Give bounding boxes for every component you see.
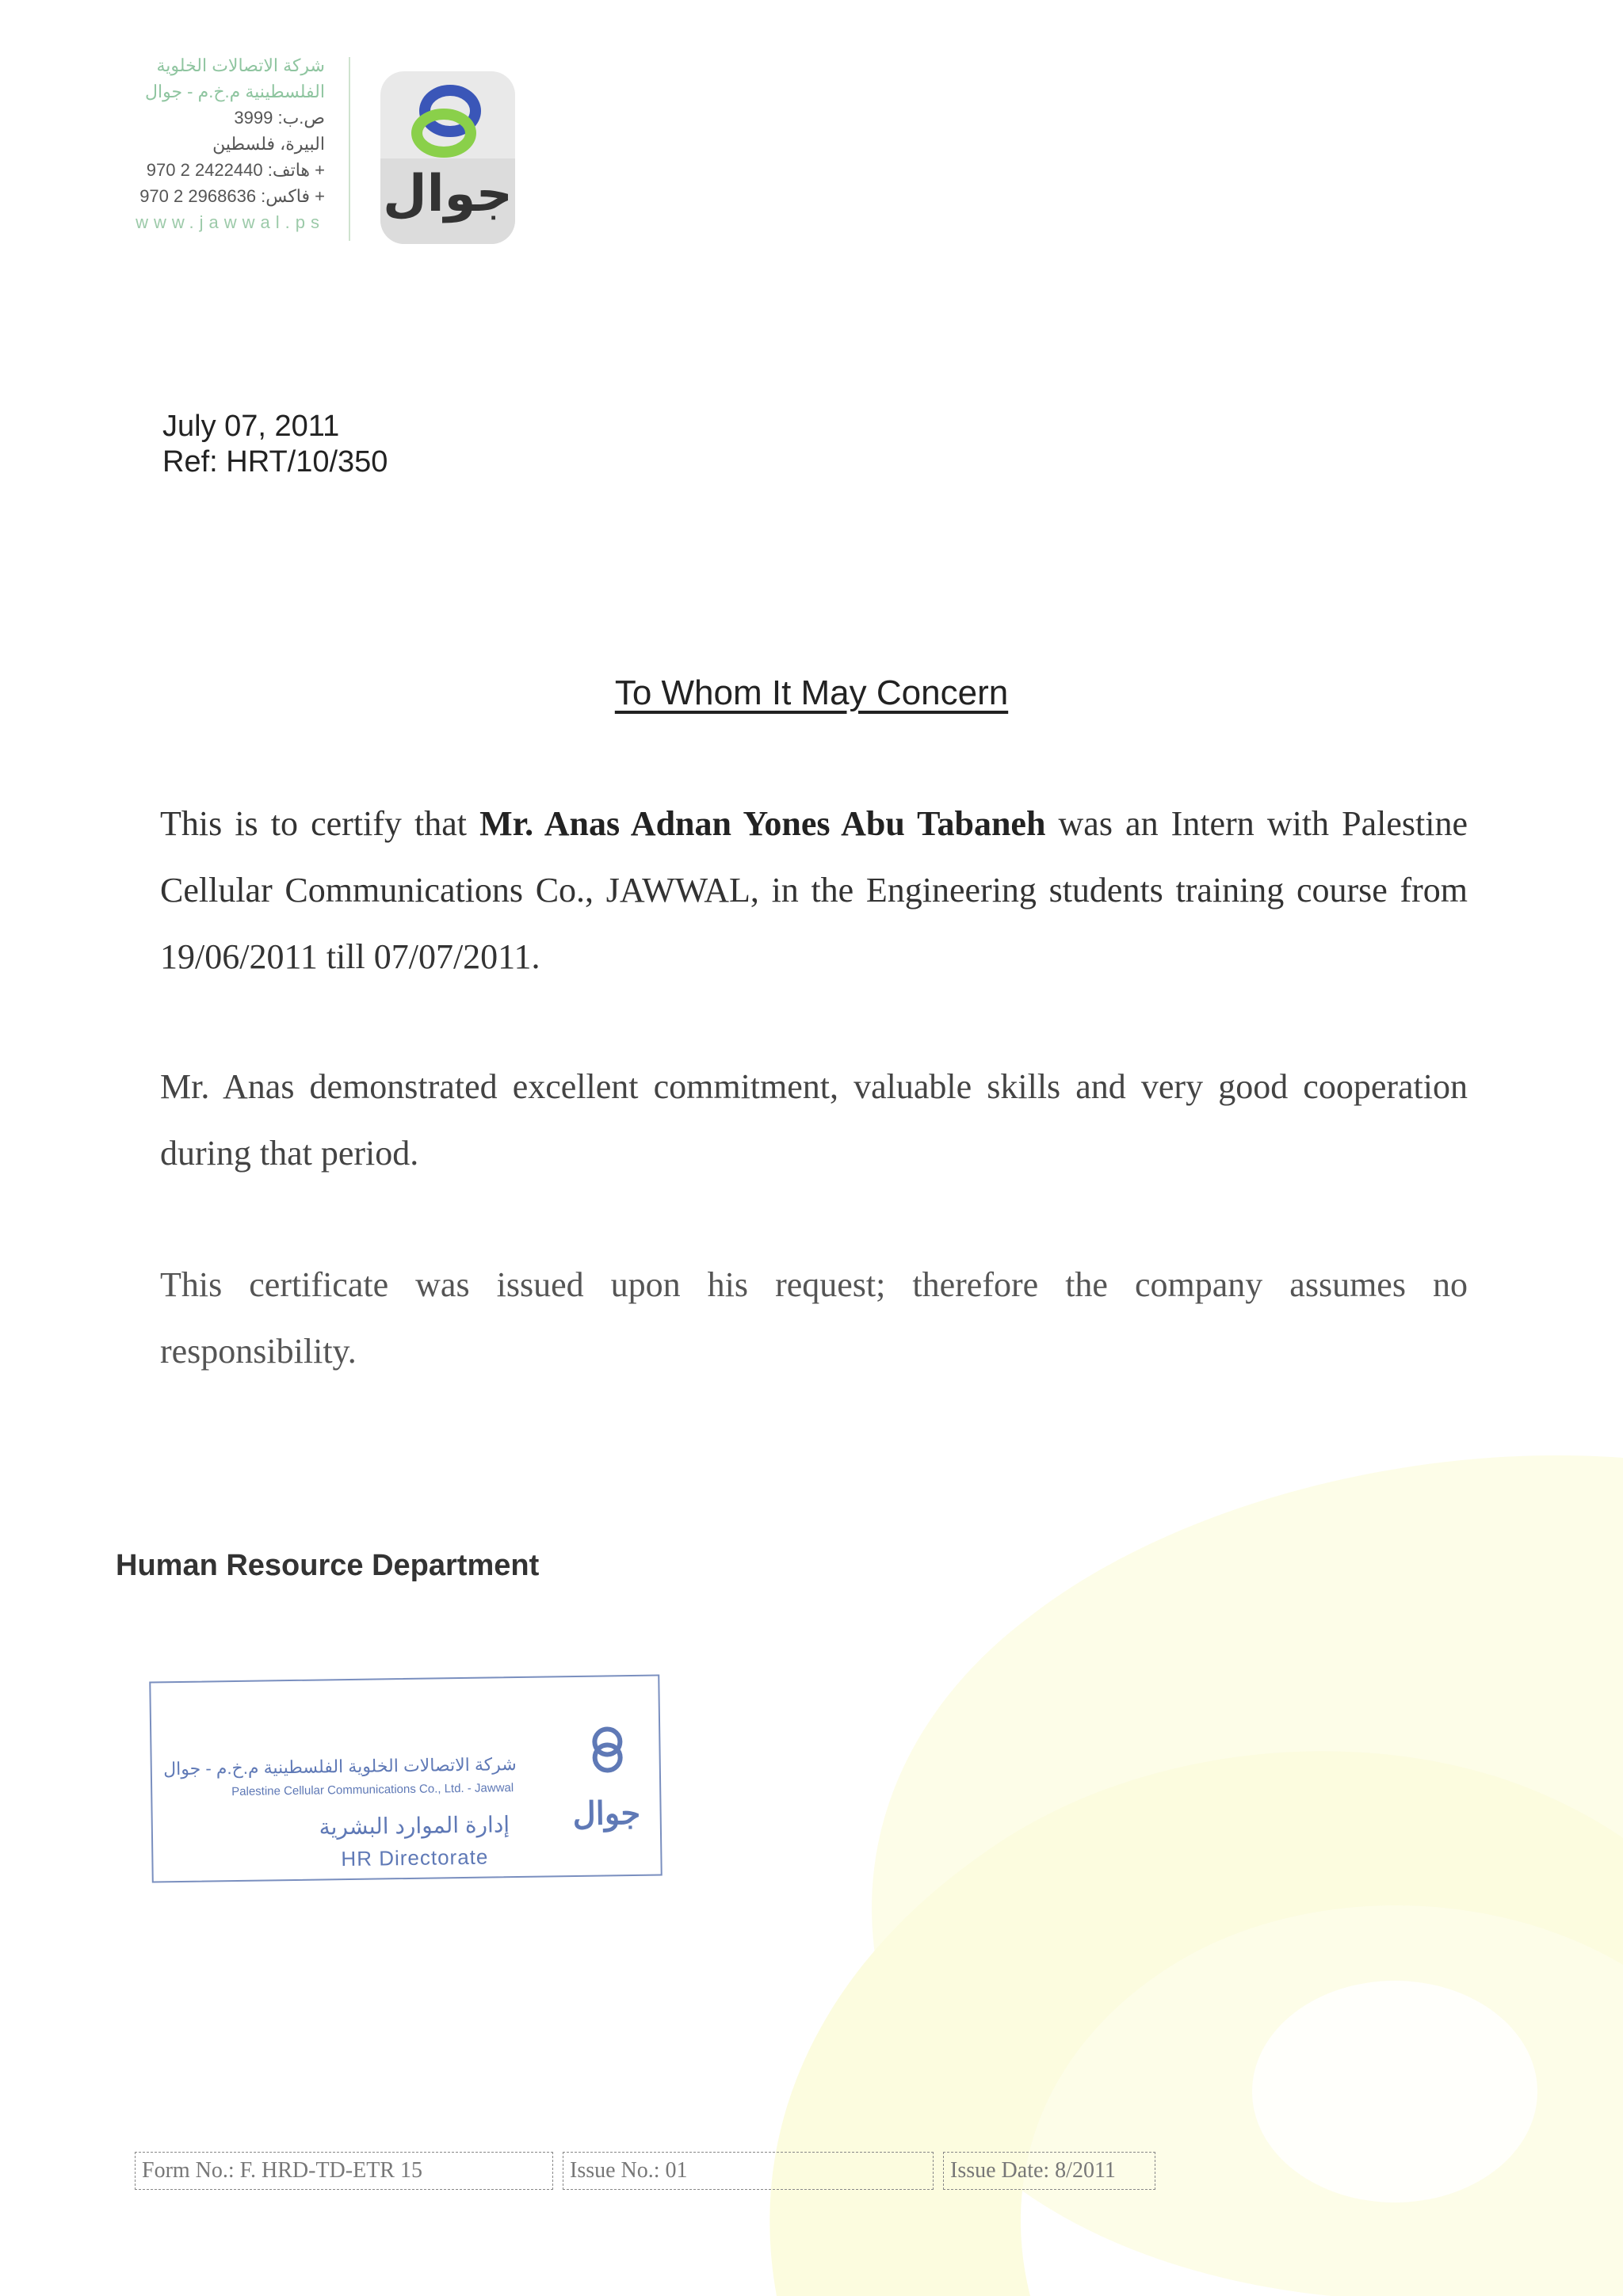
logo-word: جوال [383,165,513,223]
hr-stamp [149,1675,662,1883]
department-signature: Human Resource Department [116,1549,540,1582]
intern-name: Mr. Anas Adnan Yones Abu Tabaneh [479,804,1046,843]
stamp-arabic-dept: إدارة الموارد البشرية [319,1812,510,1840]
po-box-line: ص.ب: 3999 [234,108,325,128]
letter-date: July 07, 2011 [162,410,340,443]
phone-line: هاتف: 2422440 2 970 + [146,160,325,180]
fax-line: فاكس: 2968636 2 970 + [139,186,325,206]
header-divider [349,57,350,241]
paragraph-3: This certificate was issued upon his request; therefore the company assumes no responsibility. [160,1265,1468,1371]
stamp-arabic-company: شركة الاتصالات الخلوية الفلسطينية م.خ.م - جوال [163,1754,517,1779]
p1-rest: was an Intern with Palestine Cellular Communications Co., JAWWAL, in the Engineering students training course from 19/06/2011 till 07/07/2011. [160,804,1468,976]
jawwal-logo [380,71,515,244]
company-name-line-1: شركة الاتصالات الخلوية [156,55,325,75]
issue-date: Issue Date: 8/2011 [943,2152,1155,2190]
website-line: www.jawwal.ps [136,212,325,232]
paragraph-1 [160,791,1468,990]
stamp-logo-word: جوال [572,1795,641,1833]
issue-number: Issue No.: 01 [563,2152,934,2190]
paragraph-2: Mr. Anas demonstrated excellent commitment, valuable skills and very good cooperation during that period. [160,1067,1468,1173]
stamp-english-dept: HR Directorate [341,1844,489,1871]
stamp-inner [163,1708,653,1873]
company-name-line-2: الفلسطينية م.خ.م - جوال [144,82,325,101]
address-line: البيرة، فلسطين [212,134,325,154]
contact-block [87,52,325,235]
p1-intro: This is to certify that [160,804,480,843]
form-info-strip [135,2152,1141,2191]
stamp-logo-icon [579,1722,636,1779]
stamp-english-company: Palestine Cellular Communications Co., Ltd. - Jawwal [231,1781,514,1799]
rings-logo-icon [380,71,515,174]
letter-heading: To Whom It May Concern [614,673,1009,712]
letter-ref: Ref: HRT/10/350 [162,445,388,479]
form-number: Form No.: F. HRD-TD-ETR 15 [135,2152,553,2190]
